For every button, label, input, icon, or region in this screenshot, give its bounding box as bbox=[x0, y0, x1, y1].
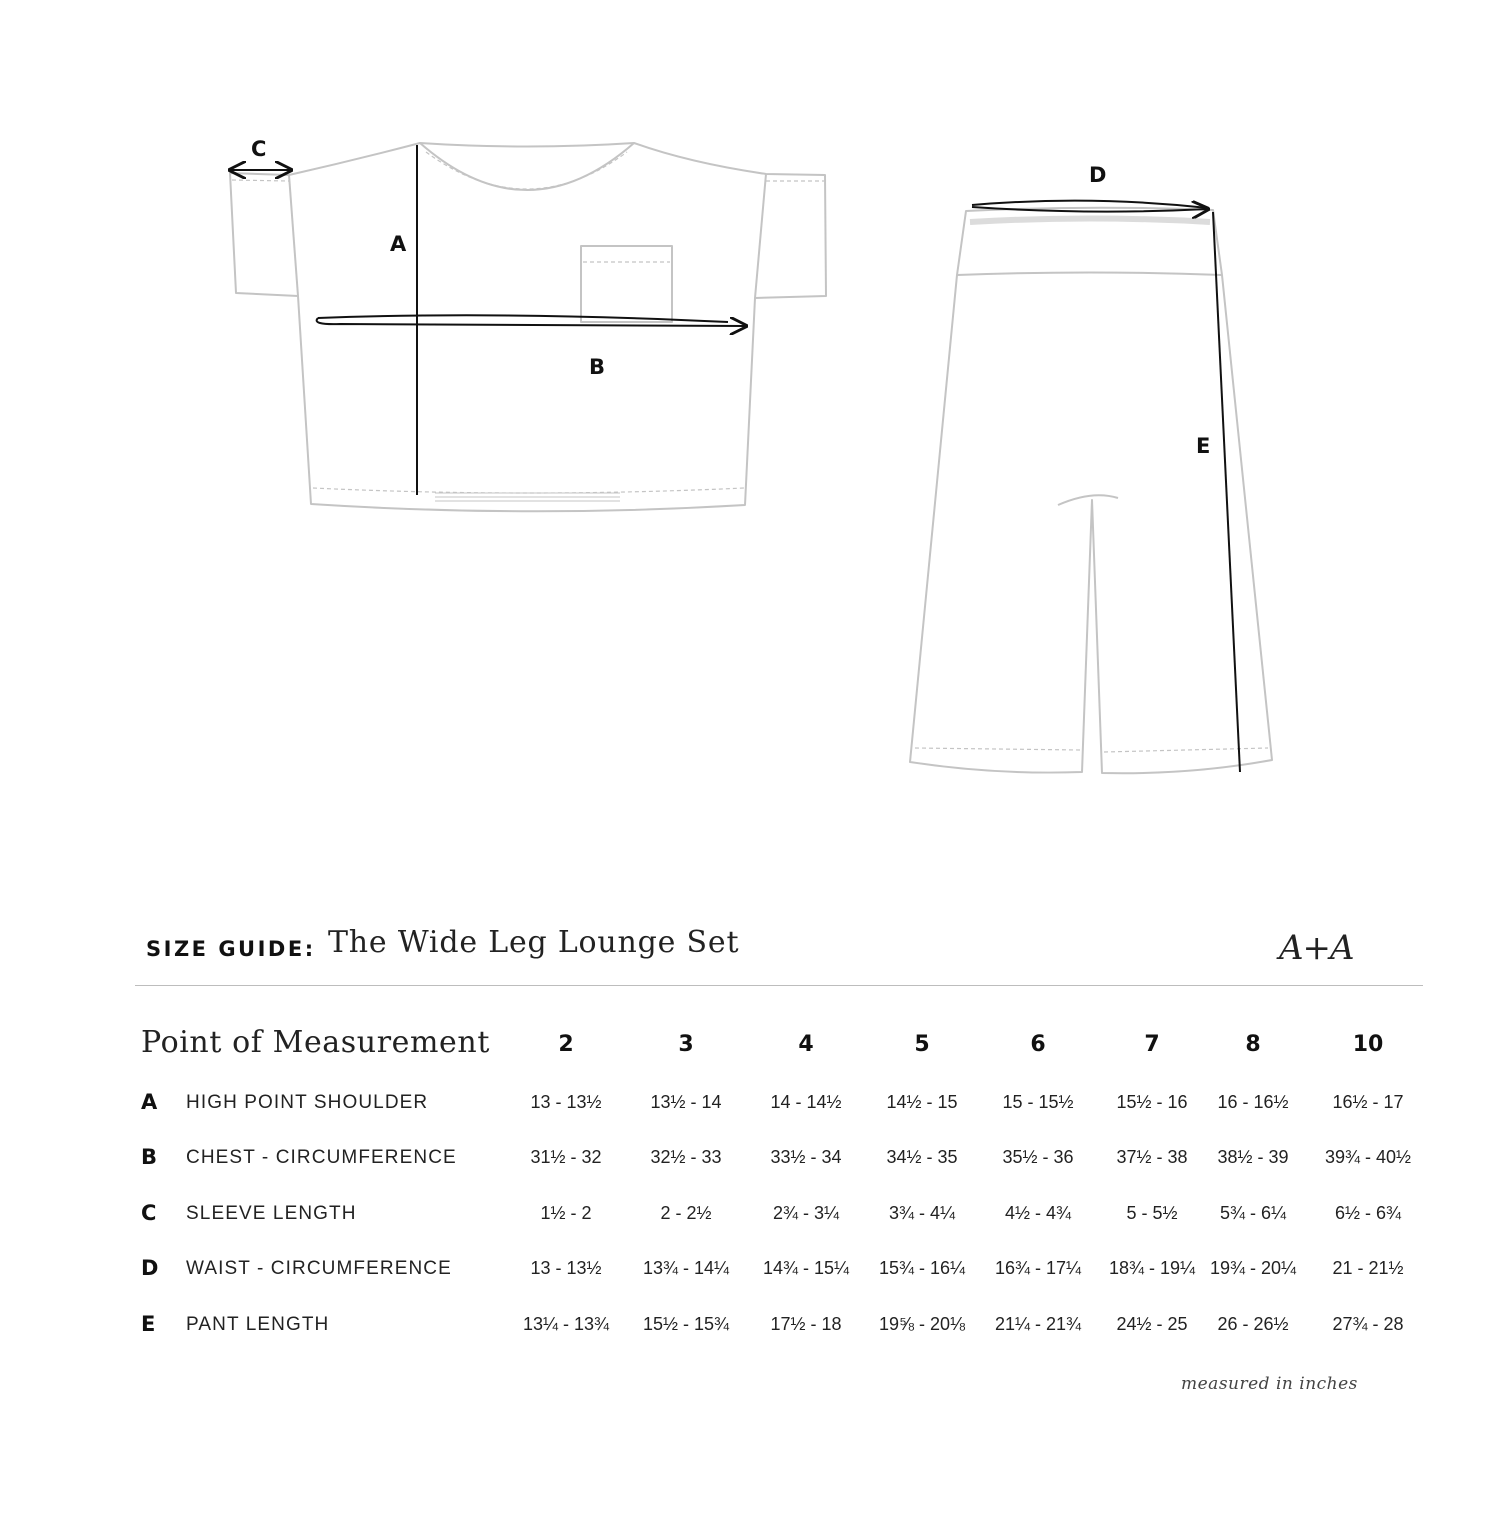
row-measure-name: HIGH POINT SHOULDER bbox=[186, 1092, 429, 1113]
product-title: The Wide Leg Lounge Set bbox=[328, 925, 740, 960]
size-col-head: 10 bbox=[1352, 1032, 1384, 1057]
row-measure-name: PANT LENGTH bbox=[186, 1314, 330, 1335]
table-cell: 15¾ - 16¼ bbox=[878, 1258, 966, 1278]
size-col-head: 4 bbox=[798, 1032, 814, 1057]
table-cell: 13¼ - 13¾ bbox=[522, 1314, 610, 1334]
table-cell: 13¾ - 14¼ bbox=[642, 1258, 730, 1278]
size-guide-header bbox=[146, 925, 1376, 975]
measure-line-d bbox=[972, 201, 1208, 212]
table-cell: 15½ - 16 bbox=[1116, 1092, 1188, 1112]
table-row bbox=[135, 1090, 1435, 1120]
table-cell: 17½ - 18 bbox=[770, 1314, 842, 1334]
row-measure-name: CHEST - CIRCUMFERENCE bbox=[186, 1147, 457, 1168]
table-cell: 16 - 16½ bbox=[1217, 1092, 1289, 1112]
row-letter: B bbox=[141, 1145, 158, 1169]
table-cell: 19⅝ - 20⅛ bbox=[878, 1314, 966, 1334]
measure-label-d: D bbox=[1089, 163, 1107, 187]
table-cell: 18¾ - 19¼ bbox=[1108, 1258, 1196, 1278]
table-cell: 27¾ - 28 bbox=[1332, 1314, 1404, 1334]
size-col-head: 6 bbox=[1030, 1032, 1046, 1057]
units-note: measured in inches bbox=[1181, 1374, 1358, 1394]
brand-logo: A+A bbox=[1279, 928, 1354, 968]
row-measure-name: SLEEVE LENGTH bbox=[186, 1203, 357, 1224]
pom-heading: Point of Measurement bbox=[141, 1025, 490, 1060]
size-col-head: 3 bbox=[678, 1032, 694, 1057]
table-cell: 4½ - 4¾ bbox=[1004, 1203, 1072, 1223]
table-cell: 3¾ - 4¼ bbox=[888, 1203, 956, 1223]
measure-label-c: C bbox=[251, 137, 267, 161]
table-cell: 34½ - 35 bbox=[886, 1147, 958, 1167]
table-cell: 26 - 26½ bbox=[1217, 1314, 1289, 1334]
table-cell: 38½ - 39 bbox=[1217, 1147, 1289, 1167]
measure-label-e: E bbox=[1196, 434, 1211, 458]
row-letter: D bbox=[141, 1256, 159, 1280]
table-cell: 19¾ - 20¼ bbox=[1209, 1258, 1297, 1278]
measure-label-b: B bbox=[589, 355, 606, 379]
table-cell: 2 - 2½ bbox=[660, 1203, 712, 1223]
table-cell: 13½ - 14 bbox=[650, 1092, 722, 1112]
table-cell: 32½ - 33 bbox=[650, 1147, 722, 1167]
row-letter: A bbox=[141, 1090, 158, 1114]
size-guide-label: SIZE GUIDE: bbox=[146, 937, 316, 961]
table-cell: 6½ - 6¾ bbox=[1334, 1203, 1402, 1223]
table-cell: 16¾ - 17¼ bbox=[994, 1258, 1082, 1278]
table-cell: 37½ - 38 bbox=[1116, 1147, 1188, 1167]
table-cell: 24½ - 25 bbox=[1116, 1314, 1188, 1334]
table-cell: 39¾ - 40½ bbox=[1324, 1147, 1412, 1167]
table-cell: 15 - 15½ bbox=[1002, 1092, 1074, 1112]
row-measure-name: WAIST - CIRCUMFERENCE bbox=[186, 1258, 452, 1279]
row-letter: C bbox=[141, 1201, 157, 1225]
table-cell: 13 - 13½ bbox=[530, 1258, 602, 1278]
table-cell: 5 - 5½ bbox=[1126, 1203, 1178, 1223]
table-cell: 13 - 13½ bbox=[530, 1092, 602, 1112]
table-cell: 1½ - 2 bbox=[540, 1203, 592, 1223]
tshirt-outline bbox=[230, 143, 826, 511]
table-cell: 35½ - 36 bbox=[1002, 1147, 1074, 1167]
size-col-head: 2 bbox=[558, 1032, 574, 1057]
size-col-head: 5 bbox=[914, 1032, 930, 1057]
table-row bbox=[135, 1201, 1435, 1231]
table-cell: 2¾ - 3¼ bbox=[772, 1203, 840, 1223]
table-cell: 21¼ - 21¾ bbox=[994, 1314, 1082, 1334]
size-col-head: 8 bbox=[1245, 1032, 1261, 1057]
header-divider bbox=[135, 985, 1423, 986]
table-row bbox=[135, 1312, 1435, 1342]
table-cell: 5¾ - 6¼ bbox=[1219, 1203, 1287, 1223]
table-cell: 16½ - 17 bbox=[1332, 1092, 1404, 1112]
table-cell: 15½ - 15¾ bbox=[642, 1314, 730, 1334]
measure-line-e bbox=[1213, 212, 1240, 772]
measure-line-b bbox=[317, 315, 746, 326]
table-cell: 14½ - 15 bbox=[886, 1092, 958, 1112]
table-cell: 31½ - 32 bbox=[530, 1147, 602, 1167]
table-cell: 14¾ - 15¼ bbox=[762, 1258, 850, 1278]
row-letter: E bbox=[141, 1312, 156, 1336]
measure-label-a: A bbox=[390, 232, 407, 256]
table-cell: 33½ - 34 bbox=[770, 1147, 842, 1167]
table-cell: 21 - 21½ bbox=[1332, 1258, 1404, 1278]
table-row bbox=[135, 1256, 1435, 1286]
size-col-head: 7 bbox=[1144, 1032, 1160, 1057]
table-cell: 14 - 14½ bbox=[770, 1092, 842, 1112]
table-row bbox=[135, 1145, 1435, 1175]
